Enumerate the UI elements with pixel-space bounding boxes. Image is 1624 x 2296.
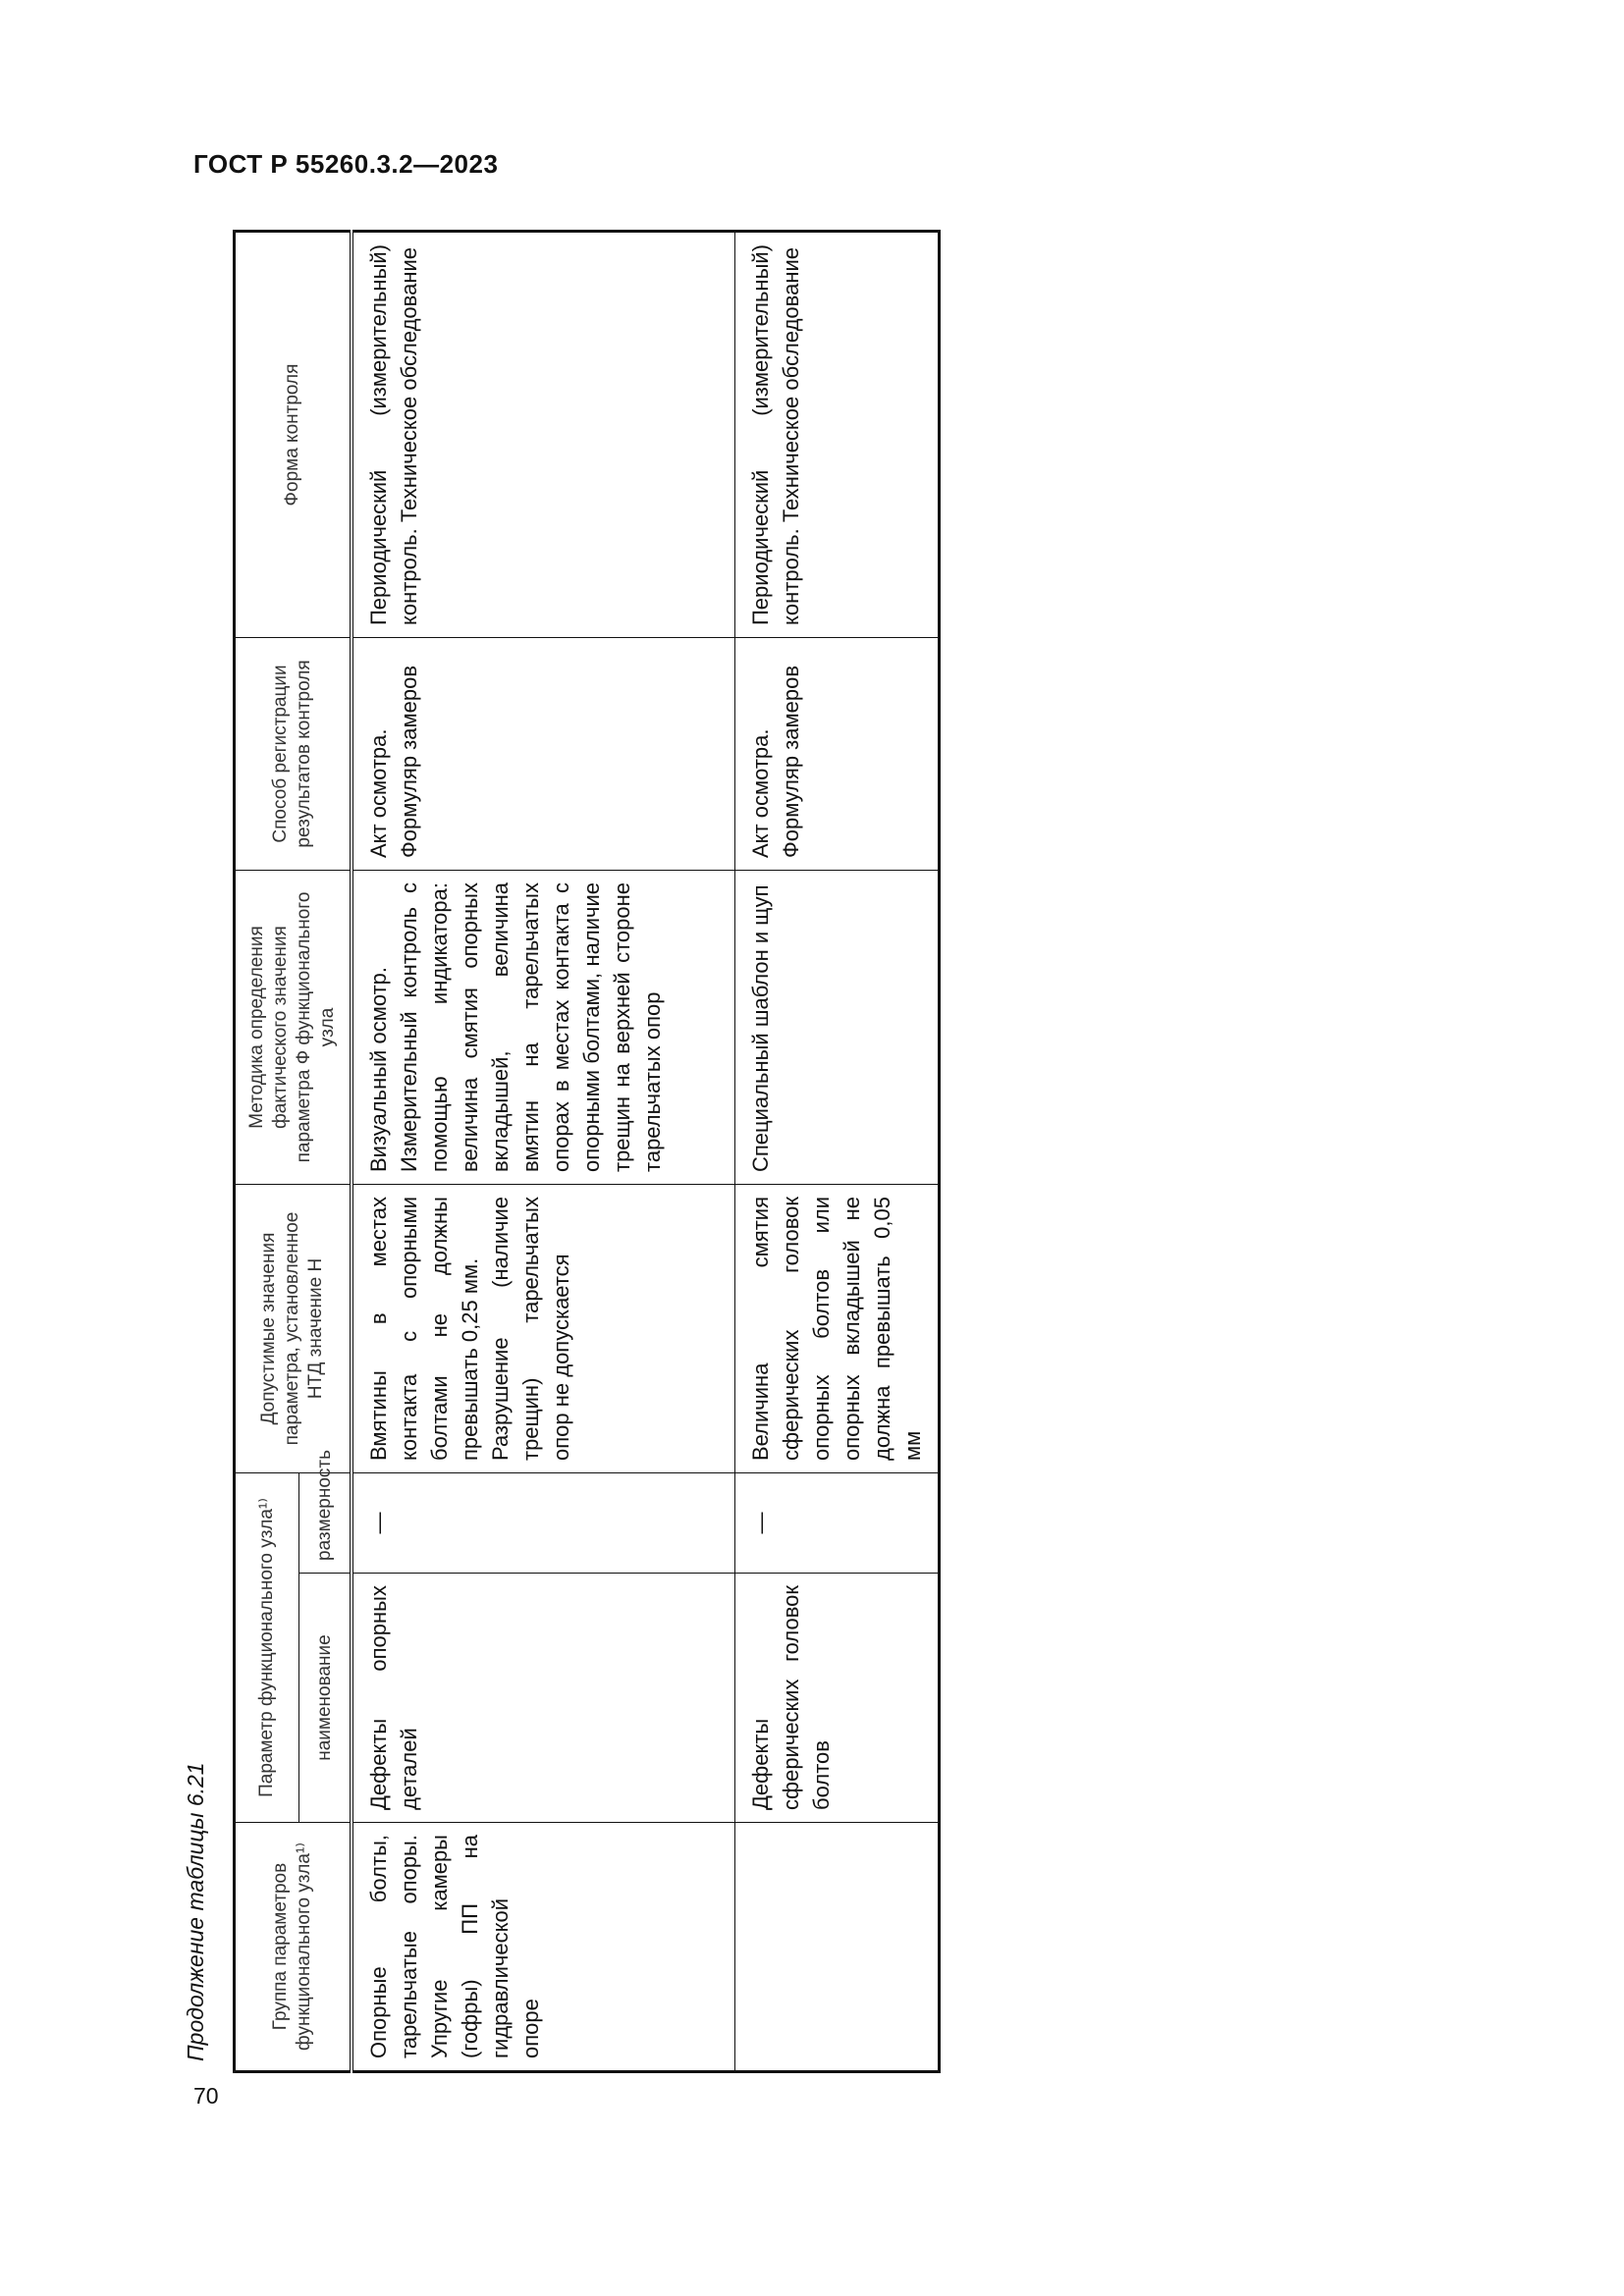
cell-record (352, 638, 734, 871)
cell-allowed: Величина смятия сферических головок опорных болтов или опорных вкладышей не должна превышать 0,05 мм (734, 1185, 939, 1473)
document-header: ГОСТ Р 55260.3.2—2023 (193, 149, 499, 179)
cell-method: Специальный шаблон и щуп (734, 871, 939, 1185)
cell-method (352, 871, 734, 1185)
header-param-name: наименование (299, 1574, 352, 1823)
table-caption: Продолжение таблицы 6.21 (183, 1762, 208, 2061)
cell-record-line-2: Формуляр замеров (778, 665, 803, 858)
header-form: Форма контроля (235, 232, 352, 638)
table-row (734, 232, 939, 2072)
cell-record (734, 638, 939, 871)
cell-param-unit: — (734, 1473, 939, 1574)
cell-param-name: Дефекты опорных деталей (352, 1574, 734, 1823)
cell-param-name: Дефекты сферических головок болтов (734, 1574, 939, 1823)
cell-method-line-2: Измерительный контроль с помощью индикатора: величина смятия опорных вкладышей, величина вмятин на тарельчатых опорах в местах контакта с опорными болтами, наличие трещин на верхней стороне тарельчатых опор (397, 882, 665, 1172)
header-allowed: Допустимые значения параметра, установленное НТД значение Н (235, 1185, 352, 1473)
header-group: Группа параметров функционального узла¹⁾ (235, 1823, 352, 2072)
cell-allowed-line-2: Разрушение (наличие трещин) тарельчатых опор не допускается (488, 1197, 573, 1461)
cell-record-line-1: Акт осмотра. (747, 728, 773, 858)
table-container (233, 233, 925, 2073)
table-row (352, 232, 734, 2072)
cell-allowed-line-1: Вмятины в местах контакта с опорными болтами не должны превышать 0,25 мм. (366, 1197, 482, 1461)
header-param: Параметр функционального узла¹⁾ (235, 1473, 299, 1823)
cell-record-line-1: Акт осмотра. (366, 728, 391, 858)
cell-allowed (352, 1185, 734, 1473)
cell-param-unit: — (352, 1473, 734, 1574)
cell-form: Периодический (измерительный) контроль. Техническое обследование (734, 232, 939, 638)
header-method: Методика определения фактического значения параметра Ф функционального узла (235, 871, 352, 1185)
parameters-table (233, 230, 941, 2073)
cell-record-line-2: Формуляр замеров (397, 665, 421, 858)
page-number: 70 (193, 2083, 219, 2109)
cell-group: Опорные болты, тарельчатые опоры. Упругие камеры (гофры) ПП на гидравлической опоре (352, 1823, 734, 2072)
header-param-unit: размерность (299, 1473, 352, 1574)
cell-form: Периодический (измерительный) контроль. Техническое обследование (352, 232, 734, 638)
cell-group (734, 1823, 939, 2072)
header-record: Способ регистрации результатов контроля (235, 638, 352, 871)
cell-method-line-1: Визуальный осмотр. (366, 967, 391, 1172)
